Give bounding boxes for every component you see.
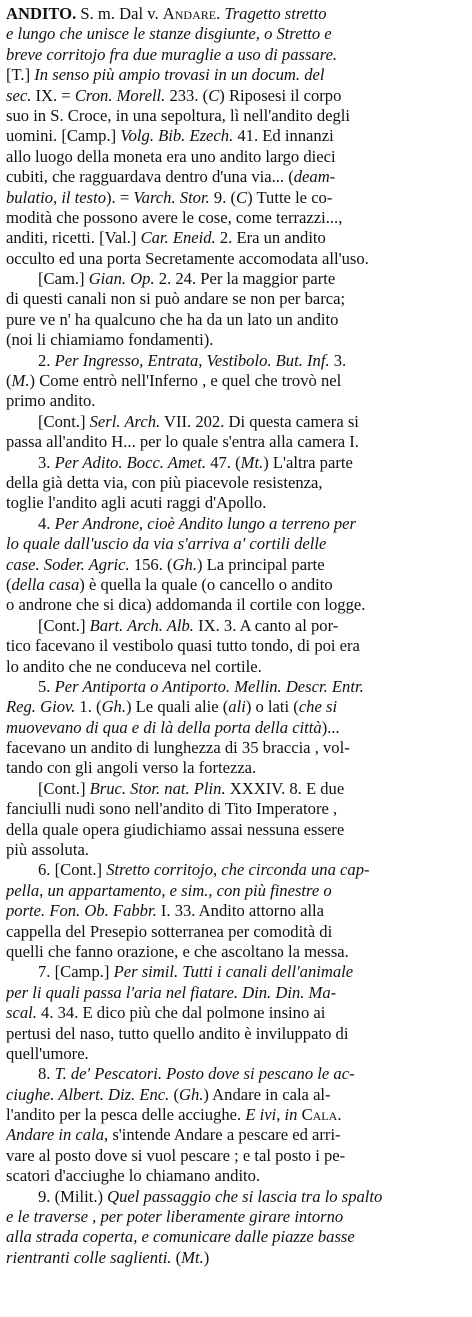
text-line [6, 983, 466, 1003]
text-segment: primo andito. [6, 391, 96, 411]
text-line [6, 1085, 466, 1105]
text-line [6, 228, 466, 248]
text-segment: tico facevano il vestibolo quasi tutto tondo, di poi era [6, 636, 360, 656]
text-segment: più assoluta. [6, 840, 89, 860]
text-segment: 2. 24. Per la maggior parte [154, 269, 336, 289]
text-segment: Volg. Bib. Ezech. [120, 126, 234, 146]
text-segment: Mt. [240, 452, 264, 472]
text-segment: modità che possono avere le cose, come terrazzi..., [6, 207, 343, 227]
text-line [6, 616, 466, 636]
text-segment: In senso più ampio trovasi in un docum. del [34, 65, 325, 85]
text-segment: VII. 202. Di questa camera si [160, 411, 359, 431]
text-segment: anditi, ricetti. [Val.] [6, 228, 141, 248]
text-segment: allo luogo della moneta era uno andito largo dieci [6, 146, 336, 166]
text-line [6, 310, 466, 330]
text-segment: 2. [38, 350, 55, 370]
text-line [6, 106, 466, 126]
text-segment: pella, un appartamento, e sim., con più finestre o [6, 880, 332, 900]
text-segment: ). = [106, 187, 134, 207]
text-segment: 2. Era un andito [215, 228, 326, 248]
text-segment: lo quale dall'uscio da via s'arriva a' cortili delle [6, 534, 327, 554]
text-line [6, 1024, 466, 1044]
text-segment: Gh. [172, 554, 197, 574]
text-line [6, 351, 466, 371]
text-segment: Per simil. Tutti i canali dell'animale [113, 962, 354, 982]
text-line [6, 881, 466, 901]
text-segment: alla strada coperta, e comunicare dalle piazze basse [6, 1227, 355, 1247]
text-segment: XXXIV. 8. E due [225, 778, 345, 798]
text-segment: della quale opera giudichiamo assai nessuna essere [6, 819, 345, 839]
text-segment: toglie l'andito agli acuti raggi d'Apollo. [6, 493, 267, 513]
text-segment: Gh. [101, 697, 126, 717]
text-line [6, 371, 466, 391]
text-segment: ( [169, 1084, 179, 1104]
text-line [6, 289, 466, 309]
text-segment: porte. Fon. Ob. Fabbr. [6, 901, 157, 921]
text-segment: S. m. Dal v. [76, 4, 163, 23]
text-line [6, 86, 466, 106]
text-segment: [Cont.] [38, 778, 90, 798]
text-segment: muovevano di qua e di là della porta della città [6, 717, 322, 737]
text-segment: C [208, 85, 220, 105]
text-segment: suo in S. Croce, in una sepoltura, lì nell'andito degli [6, 105, 351, 125]
text-segment: ) La principal parte [196, 554, 325, 574]
text-segment: rientranti colle saglienti. [6, 1247, 172, 1267]
text-segment: e le traverse , per poter liberamente girare intorno [6, 1207, 344, 1227]
text-segment: Per Androne, cioè Andito lungo a terreno per [54, 513, 357, 533]
text-line [6, 269, 466, 289]
text-segment: ) Come entrò nell'Inferno , e quel che trovò nel [29, 371, 342, 391]
text-segment: Bart. Arch. Alb. [89, 615, 194, 635]
text-segment: Per Ingresso, Entrata, Vestibolo. But. Inf. [54, 350, 330, 370]
text-segment: scal. [6, 1003, 37, 1023]
text-segment: Andare [162, 4, 217, 23]
text-line [6, 942, 466, 962]
text-segment: Reg. Giov. [6, 697, 76, 717]
text-line [6, 962, 466, 982]
text-segment: quell'umore. [6, 1043, 89, 1063]
text-segment: passa all'andito H... per lo quale s'entra alla camera I. [6, 432, 359, 452]
text-segment: Cala [301, 1105, 338, 1125]
text-segment: Quel passaggio che si lascia tra lo spalto [107, 1186, 383, 1206]
text-segment: 9. (Milit.) [38, 1186, 108, 1206]
text-segment: Per Antiporta o Antiporto. Mellin. Descr. Entr. [54, 676, 364, 696]
text-segment: pure ve n' ha qualcuno che ha da un lato un andito [6, 309, 339, 329]
text-line [6, 167, 466, 187]
text-line [6, 432, 466, 452]
text-line [6, 1227, 466, 1247]
text-segment: 3. [329, 350, 347, 370]
text-segment: ( [171, 1247, 182, 1267]
text-line [6, 453, 466, 473]
text-segment: IX. 3. A canto al por- [193, 615, 339, 635]
text-segment: [T.] [6, 65, 35, 85]
text-line [6, 595, 466, 615]
text-line [6, 1166, 466, 1186]
text-line [6, 840, 466, 860]
text-segment: 6. [Cont.] [38, 860, 107, 880]
text-segment: facevano un andito di lunghezza di 35 braccia , vol- [6, 738, 350, 758]
text-segment: tando con gli angoli verso la fortezza. [6, 758, 257, 778]
text-segment: quelli che fanno orazione, e che ascoltano la messa. [6, 941, 349, 961]
text-segment: . [337, 1105, 342, 1125]
text-segment: di questi canali non si può andare se non per barca; [6, 289, 346, 309]
text-segment: cubiti, che ragguardava dentro d'una via... ( [6, 167, 294, 187]
text-segment: 3. [38, 452, 55, 472]
text-segment: )... [321, 717, 340, 737]
text-line [6, 779, 466, 799]
text-line [6, 514, 466, 534]
text-segment: Mt. [181, 1247, 204, 1267]
text-segment: scatori d'acciughe lo chiamano andito. [6, 1166, 261, 1186]
text-line [6, 1207, 466, 1227]
text-segment: IX. = [31, 85, 75, 105]
text-line [6, 657, 466, 677]
text-segment: lo andito che ne conduceva nel cortile. [6, 656, 262, 676]
text-line [6, 718, 466, 738]
text-segment: Stretto corritojo, che circonda una cap- [106, 860, 370, 880]
text-segment: 233. ( [165, 85, 209, 105]
text-segment: o androne che si dica) addomanda il cortile con logge. [6, 595, 366, 615]
text-segment: Bruc. Stor. nat. Plin. [89, 778, 226, 798]
text-line [6, 473, 466, 493]
text-segment: I. 33. Andito attorno alla [156, 901, 325, 921]
text-segment: cappella del Presepio sotterranea per comodità di [6, 921, 333, 941]
text-line [6, 534, 466, 554]
text-line [6, 555, 466, 575]
text-segment: Gh. [178, 1084, 204, 1104]
text-segment: ali [228, 697, 246, 717]
text-line [6, 1125, 466, 1145]
text-segment: ( [6, 371, 12, 391]
text-segment: della già detta via, con più piacevole resistenza, [6, 472, 323, 492]
text-line [6, 1187, 466, 1207]
text-line [6, 820, 466, 840]
text-segment: Serl. Arch. [89, 411, 161, 431]
text-segment: uomini. [Camp.] [6, 126, 121, 146]
text-segment: . [216, 4, 225, 23]
text-segment: 5. [38, 676, 55, 696]
text-segment: ) Le quali alie ( [126, 697, 229, 717]
text-line [6, 697, 466, 717]
text-line [6, 126, 466, 146]
text-segment: case. Soder. Agric. [6, 554, 130, 574]
text-segment: vare al posto dove si vuol pescare ; e tal posto i pe- [6, 1145, 346, 1165]
text-segment: [Cam.] [38, 269, 89, 289]
text-line [6, 677, 466, 697]
text-segment: 1. ( [75, 697, 102, 717]
text-segment: l'andito per la pesca delle acciughe. [6, 1105, 246, 1125]
text-segment: ) o lati ( [245, 697, 299, 717]
text-line [6, 1064, 466, 1084]
text-segment: 156. ( [129, 554, 173, 574]
text-line [6, 330, 466, 350]
text-segment: Gian. Op. [88, 269, 155, 289]
text-line [6, 249, 466, 269]
text-line [6, 412, 466, 432]
text-segment: Per Adito. Bocc. Amet. [54, 452, 207, 472]
text-line [6, 1044, 466, 1064]
text-segment: pertusi del naso, tutto quello andito è inviluppato di [6, 1023, 349, 1043]
text-segment: sec. [6, 85, 32, 105]
text-segment: per li quali passa l'aria nel fiatare. Din. Din. Ma- [6, 982, 337, 1002]
text-segment: 9. ( [209, 187, 237, 207]
text-line [6, 860, 466, 880]
text-line [6, 758, 466, 778]
text-segment: 4. [38, 513, 55, 533]
entry-text [6, 4, 466, 1268]
text-segment: ) [203, 1247, 210, 1267]
text-segment: [Cont.] [38, 615, 90, 635]
text-line [6, 1146, 466, 1166]
text-line [6, 4, 466, 24]
text-line [6, 45, 466, 65]
text-line [6, 65, 466, 85]
text-segment: Andare in cala [6, 1125, 105, 1145]
text-segment: fanciulli nudi sono nell'andito di Tito Imperatore , [6, 799, 338, 819]
text-segment: , s'intende Andare a pescare ed arri- [104, 1125, 341, 1145]
text-segment: E ivi, in [245, 1105, 298, 1125]
text-segment: ANDITO. [6, 4, 77, 23]
text-segment: 4. 34. E dico più che dal polmone insino ai [36, 1003, 326, 1023]
text-line [6, 147, 466, 167]
text-segment: bulatio, il testo [6, 187, 107, 207]
text-line [6, 799, 466, 819]
text-segment: C [236, 187, 248, 207]
text-segment: ciughe. Albert. Diz. Enc. [6, 1084, 170, 1104]
text-segment: ( [6, 574, 12, 594]
text-segment: ) Andare in cala al- [203, 1084, 331, 1104]
text-segment: e lungo che unisce le stanze disgiunte, o Stretto e [6, 24, 332, 44]
text-line [6, 901, 466, 921]
text-line [6, 493, 466, 513]
text-segment: breve corritojo fra due muraglie a uso di passare. [6, 44, 338, 64]
text-line [6, 575, 466, 595]
text-segment: 47. ( [206, 452, 241, 472]
text-line [6, 636, 466, 656]
text-segment: 41. Ed innanzi [233, 126, 334, 146]
text-segment: Car. Eneid. [140, 228, 216, 248]
text-line [6, 922, 466, 942]
text-segment: Tragetto stretto [224, 4, 327, 23]
text-line [6, 391, 466, 411]
text-segment: ) Tutte le co- [247, 187, 333, 207]
text-line [6, 188, 466, 208]
text-segment: deam- [293, 167, 336, 187]
text-segment: T. de' Pescatori. Posto dove si pescano le ac- [54, 1064, 355, 1084]
text-segment: occulto ed una porta Secretamente accomodata all'uso. [6, 248, 369, 268]
text-segment: Varch. Stor. [133, 187, 210, 207]
text-line [6, 738, 466, 758]
text-line [6, 24, 466, 44]
text-segment: (noi li chiamiamo fondamenti). [6, 330, 214, 350]
text-line [6, 208, 466, 228]
text-segment: della casa [11, 574, 80, 594]
text-segment: 7. [Camp.] [38, 962, 114, 982]
text-line [6, 1248, 466, 1268]
text-segment: Cron. Morell. [74, 85, 166, 105]
text-line [6, 1105, 466, 1125]
text-segment: 8. [38, 1064, 55, 1084]
text-segment: [Cont.] [38, 411, 90, 431]
text-segment: ) Riposesi il corpo [219, 85, 342, 105]
text-segment: ) è quella la quale (o cancello o andito [79, 574, 333, 594]
text-segment: che si [298, 697, 338, 717]
text-line [6, 1003, 466, 1023]
text-segment: M. [11, 371, 30, 391]
text-segment: ) L'altra parte [263, 452, 353, 472]
